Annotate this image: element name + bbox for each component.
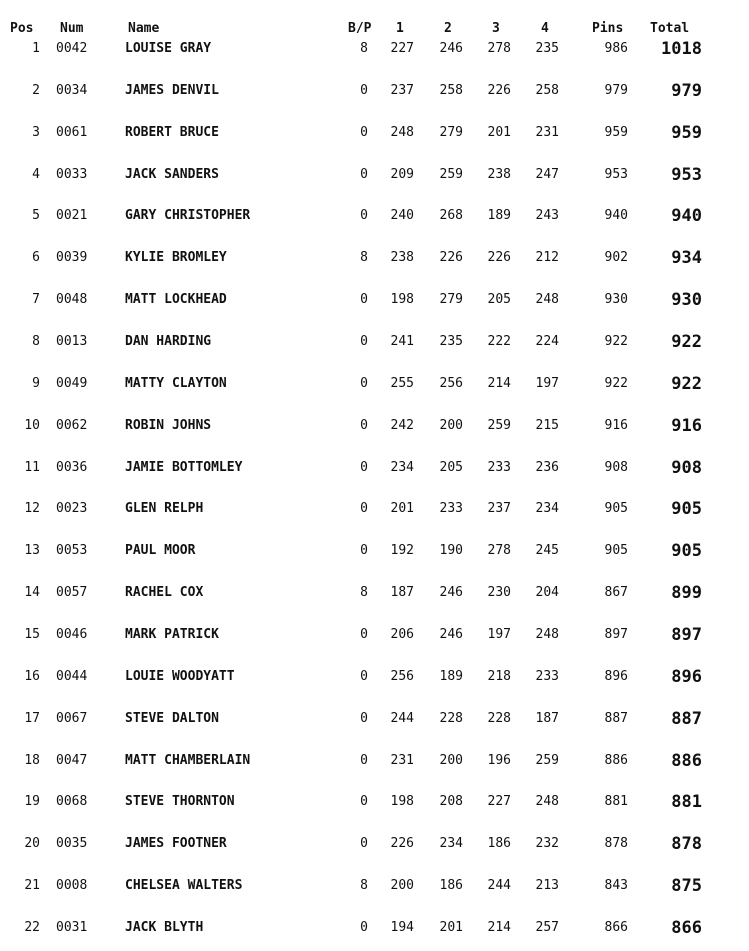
cell-pos: 19 xyxy=(24,794,40,810)
cell-total: 934 xyxy=(671,248,702,269)
cell-game-2: 246 xyxy=(439,627,463,643)
cell-pins: 916 xyxy=(604,417,628,433)
cell-game-1: 234 xyxy=(390,459,414,475)
cell-pins: 959 xyxy=(604,124,628,140)
cell-bp: 0 xyxy=(360,627,368,643)
table-row xyxy=(0,833,749,855)
cell-num: 0048 xyxy=(56,292,88,308)
cell-bp: 0 xyxy=(360,794,368,810)
cell-pins: 953 xyxy=(604,166,628,182)
cell-game-3: 226 xyxy=(487,250,511,266)
cell-game-4: 258 xyxy=(535,82,559,98)
cell-total: 979 xyxy=(671,80,702,101)
cell-name: MARK PATRICK xyxy=(125,627,219,643)
cell-name: LOUIE WOODYATT xyxy=(125,668,235,684)
cell-bp: 0 xyxy=(360,459,368,475)
cell-bp: 0 xyxy=(360,417,368,433)
cell-pos: 12 xyxy=(24,501,40,517)
cell-name: JAMIE BOTTOMLEY xyxy=(125,459,243,475)
cell-total: 866 xyxy=(671,918,702,939)
cell-game-2: 268 xyxy=(439,208,463,224)
cell-bp: 8 xyxy=(360,585,368,601)
cell-pos: 16 xyxy=(24,668,40,684)
cell-game-2: 279 xyxy=(439,124,463,140)
cell-name: DAN HARDING xyxy=(125,334,212,350)
cell-game-1: 206 xyxy=(390,627,414,643)
cell-total: 881 xyxy=(671,792,702,813)
cell-bp: 0 xyxy=(360,375,368,391)
header-row xyxy=(0,18,749,40)
cell-game-1: 244 xyxy=(390,710,414,726)
cell-bp: 8 xyxy=(360,250,368,266)
cell-total: 878 xyxy=(671,834,702,855)
cell-num: 0044 xyxy=(56,668,88,684)
cell-game-4: 235 xyxy=(535,41,559,56)
table-row xyxy=(0,540,749,562)
cell-name: GLEN RELPH xyxy=(125,501,204,517)
cell-game-1: 226 xyxy=(390,836,414,852)
cell-pos: 1 xyxy=(32,41,40,56)
cell-bp: 0 xyxy=(360,752,368,768)
cell-pins: 922 xyxy=(604,334,628,350)
cell-game-3: 278 xyxy=(487,41,511,56)
cell-game-4: 234 xyxy=(535,501,559,517)
cell-name: PAUL MOOR xyxy=(125,543,196,559)
cell-pins: 866 xyxy=(604,920,628,936)
table-row xyxy=(0,708,749,730)
cell-num: 0068 xyxy=(56,794,88,810)
cell-game-2: 208 xyxy=(439,794,463,810)
cell-pins: 896 xyxy=(604,668,628,684)
header-name: Name xyxy=(128,21,160,36)
cell-total: 886 xyxy=(671,750,702,771)
cell-game-4: 197 xyxy=(535,375,559,391)
cell-name: MATT CHAMBERLAIN xyxy=(125,752,251,768)
cell-game-3: 233 xyxy=(487,459,511,475)
cell-num: 0049 xyxy=(56,375,88,391)
cell-game-1: 187 xyxy=(390,585,414,601)
cell-bp: 8 xyxy=(360,878,368,894)
cell-game-2: 200 xyxy=(439,752,463,768)
cell-pins: 897 xyxy=(604,627,628,643)
cell-name: JACK BLYTH xyxy=(125,920,204,936)
header-pins: Pins xyxy=(592,21,624,36)
table-row xyxy=(0,498,749,520)
cell-bp: 0 xyxy=(360,208,368,224)
cell-pins: 905 xyxy=(604,543,628,559)
cell-game-3: 189 xyxy=(487,208,511,224)
cell-game-2: 189 xyxy=(439,668,463,684)
cell-game-4: 248 xyxy=(535,627,559,643)
cell-pins: 902 xyxy=(604,250,628,266)
cell-pins: 930 xyxy=(604,292,628,308)
cell-game-2: 235 xyxy=(439,334,463,350)
cell-game-1: 242 xyxy=(390,417,414,433)
cell-game-4: 247 xyxy=(535,166,559,182)
cell-game-1: 209 xyxy=(390,166,414,182)
cell-game-4: 224 xyxy=(535,334,559,350)
cell-pins: 843 xyxy=(604,878,628,894)
cell-pins: 986 xyxy=(604,41,628,56)
cell-pos: 4 xyxy=(32,166,40,182)
cell-pos: 7 xyxy=(32,292,40,308)
cell-name: JACK SANDERS xyxy=(125,166,219,182)
cell-total: 922 xyxy=(671,373,702,394)
cell-game-3: 278 xyxy=(487,543,511,559)
cell-total: 953 xyxy=(671,164,702,185)
table-row xyxy=(0,875,749,897)
cell-total: 875 xyxy=(671,876,702,897)
cell-name: RACHEL COX xyxy=(125,585,204,601)
cell-pos: 11 xyxy=(24,459,40,475)
cell-bp: 0 xyxy=(360,501,368,517)
cell-game-2: 205 xyxy=(439,459,463,475)
table-row xyxy=(0,666,749,688)
cell-pos: 2 xyxy=(32,82,40,98)
cell-total: 908 xyxy=(671,457,702,478)
cell-game-1: 201 xyxy=(390,501,414,517)
cell-pos: 14 xyxy=(24,585,40,601)
cell-game-1: 237 xyxy=(390,82,414,98)
cell-pos: 13 xyxy=(24,543,40,559)
cell-game-1: 198 xyxy=(390,292,414,308)
cell-game-3: 230 xyxy=(487,585,511,601)
cell-game-2: 190 xyxy=(439,543,463,559)
cell-name: GARY CHRISTOPHER xyxy=(125,208,251,224)
table-row xyxy=(0,457,749,479)
cell-name: CHELSEA WALTERS xyxy=(125,878,243,894)
header-game-3: 3 xyxy=(492,21,500,36)
cell-pins: 922 xyxy=(604,375,628,391)
cell-name: MATT LOCKHEAD xyxy=(125,292,227,308)
cell-num: 0046 xyxy=(56,627,88,643)
table-row xyxy=(0,38,749,60)
cell-name: JAMES DENVIL xyxy=(125,82,219,98)
cell-game-1: 240 xyxy=(390,208,414,224)
cell-game-3: 237 xyxy=(487,501,511,517)
cell-game-3: 214 xyxy=(487,375,511,391)
cell-game-1: 198 xyxy=(390,794,414,810)
cell-game-1: 241 xyxy=(390,334,414,350)
cell-num: 0036 xyxy=(56,459,88,475)
cell-pins: 886 xyxy=(604,752,628,768)
cell-game-2: 279 xyxy=(439,292,463,308)
cell-total: 897 xyxy=(671,625,702,646)
cell-num: 0021 xyxy=(56,208,88,224)
cell-game-2: 258 xyxy=(439,82,463,98)
table-row xyxy=(0,624,749,646)
cell-num: 0013 xyxy=(56,334,88,350)
cell-total: 905 xyxy=(671,541,702,562)
cell-num: 0034 xyxy=(56,82,88,98)
cell-game-3: 226 xyxy=(487,82,511,98)
cell-total: 930 xyxy=(671,290,702,311)
cell-pins: 867 xyxy=(604,585,628,601)
cell-pos: 17 xyxy=(24,710,40,726)
cell-num: 0062 xyxy=(56,417,88,433)
cell-game-3: 222 xyxy=(487,334,511,350)
cell-total: 887 xyxy=(671,708,702,729)
cell-game-4: 245 xyxy=(535,543,559,559)
cell-game-3: 214 xyxy=(487,920,511,936)
cell-num: 0039 xyxy=(56,250,88,266)
cell-game-1: 238 xyxy=(390,250,414,266)
cell-total: 916 xyxy=(671,415,702,436)
cell-game-2: 256 xyxy=(439,375,463,391)
cell-game-2: 259 xyxy=(439,166,463,182)
cell-game-3: 196 xyxy=(487,752,511,768)
cell-game-3: 259 xyxy=(487,417,511,433)
cell-pins: 908 xyxy=(604,459,628,475)
cell-game-3: 228 xyxy=(487,710,511,726)
cell-name: MATTY CLAYTON xyxy=(125,375,227,391)
cell-pos: 20 xyxy=(24,836,40,852)
cell-game-2: 201 xyxy=(439,920,463,936)
cell-total: 905 xyxy=(671,499,702,520)
cell-pos: 3 xyxy=(32,124,40,140)
cell-game-4: 243 xyxy=(535,208,559,224)
cell-num: 0033 xyxy=(56,166,88,182)
header-bp: B/P xyxy=(348,21,372,36)
table-row xyxy=(0,415,749,437)
cell-bp: 0 xyxy=(360,166,368,182)
cell-game-1: 200 xyxy=(390,878,414,894)
table-row xyxy=(0,791,749,813)
cell-pos: 21 xyxy=(24,878,40,894)
cell-pos: 22 xyxy=(24,920,40,936)
cell-game-3: 218 xyxy=(487,668,511,684)
cell-game-4: 248 xyxy=(535,292,559,308)
cell-total: 899 xyxy=(671,583,702,604)
header-game-4: 4 xyxy=(541,21,549,36)
cell-game-2: 200 xyxy=(439,417,463,433)
cell-name: KYLIE BROMLEY xyxy=(125,250,227,266)
cell-game-4: 248 xyxy=(535,794,559,810)
table-row xyxy=(0,582,749,604)
cell-total: 922 xyxy=(671,332,702,353)
cell-game-1: 194 xyxy=(390,920,414,936)
cell-bp: 0 xyxy=(360,543,368,559)
cell-bp: 0 xyxy=(360,82,368,98)
cell-total: 896 xyxy=(671,666,702,687)
cell-game-4: 187 xyxy=(535,710,559,726)
table-row xyxy=(0,80,749,102)
cell-total: 1018 xyxy=(661,39,702,59)
cell-pos: 6 xyxy=(32,250,40,266)
cell-game-3: 205 xyxy=(487,292,511,308)
table-row xyxy=(0,164,749,186)
cell-pins: 878 xyxy=(604,836,628,852)
cell-bp: 0 xyxy=(360,920,368,936)
cell-bp: 0 xyxy=(360,836,368,852)
cell-game-4: 213 xyxy=(535,878,559,894)
header-pos: Pos xyxy=(10,21,34,36)
cell-bp: 0 xyxy=(360,292,368,308)
cell-game-2: 234 xyxy=(439,836,463,852)
cell-name: LOUISE GRAY xyxy=(125,41,212,56)
cell-game-2: 226 xyxy=(439,250,463,266)
cell-game-4: 231 xyxy=(535,124,559,140)
table-row xyxy=(0,917,749,939)
cell-game-1: 231 xyxy=(390,752,414,768)
header-total: Total xyxy=(650,21,690,36)
cell-pos: 18 xyxy=(24,752,40,768)
table-row xyxy=(0,750,749,772)
cell-num: 0047 xyxy=(56,752,88,768)
cell-game-3: 197 xyxy=(487,627,511,643)
cell-game-2: 246 xyxy=(439,585,463,601)
cell-game-2: 228 xyxy=(439,710,463,726)
cell-game-4: 233 xyxy=(535,668,559,684)
cell-pos: 5 xyxy=(32,208,40,224)
cell-pos: 10 xyxy=(24,417,40,433)
cell-pins: 940 xyxy=(604,208,628,224)
cell-num: 0061 xyxy=(56,124,88,140)
cell-num: 0031 xyxy=(56,920,88,936)
cell-game-2: 246 xyxy=(439,41,463,56)
cell-game-3: 227 xyxy=(487,794,511,810)
cell-num: 0057 xyxy=(56,585,88,601)
table-row xyxy=(0,331,749,353)
cell-bp: 0 xyxy=(360,668,368,684)
cell-pins: 887 xyxy=(604,710,628,726)
cell-pos: 15 xyxy=(24,627,40,643)
cell-name: STEVE THORNTON xyxy=(125,794,235,810)
cell-game-1: 255 xyxy=(390,375,414,391)
cell-game-4: 212 xyxy=(535,250,559,266)
cell-total: 940 xyxy=(671,206,702,227)
cell-pins: 979 xyxy=(604,82,628,98)
cell-game-3: 238 xyxy=(487,166,511,182)
cell-num: 0053 xyxy=(56,543,88,559)
cell-name: ROBIN JOHNS xyxy=(125,417,212,433)
table-row xyxy=(0,373,749,395)
cell-game-4: 204 xyxy=(535,585,559,601)
cell-bp: 0 xyxy=(360,334,368,350)
cell-bp: 8 xyxy=(360,41,368,56)
header-num: Num xyxy=(60,21,84,36)
cell-pins: 905 xyxy=(604,501,628,517)
table-row xyxy=(0,289,749,311)
cell-game-2: 233 xyxy=(439,501,463,517)
cell-game-1: 256 xyxy=(390,668,414,684)
cell-pos: 9 xyxy=(32,375,40,391)
cell-game-4: 215 xyxy=(535,417,559,433)
cell-num: 0008 xyxy=(56,878,88,894)
cell-bp: 0 xyxy=(360,124,368,140)
cell-game-4: 232 xyxy=(535,836,559,852)
cell-game-3: 201 xyxy=(487,124,511,140)
cell-name: STEVE DALTON xyxy=(125,710,219,726)
cell-game-2: 186 xyxy=(439,878,463,894)
cell-game-1: 248 xyxy=(390,124,414,140)
cell-game-1: 192 xyxy=(390,543,414,559)
cell-num: 0042 xyxy=(56,41,88,56)
cell-game-4: 259 xyxy=(535,752,559,768)
cell-bp: 0 xyxy=(360,710,368,726)
header-game-2: 2 xyxy=(444,21,452,36)
cell-num: 0035 xyxy=(56,836,88,852)
cell-num: 0023 xyxy=(56,501,88,517)
header-game-1: 1 xyxy=(396,21,404,36)
cell-pins: 881 xyxy=(604,794,628,810)
cell-num: 0067 xyxy=(56,710,88,726)
cell-game-4: 257 xyxy=(535,920,559,936)
table-row xyxy=(0,205,749,227)
cell-game-3: 186 xyxy=(487,836,511,852)
cell-name: JAMES FOOTNER xyxy=(125,836,227,852)
cell-name: ROBERT BRUCE xyxy=(125,124,219,140)
table-row xyxy=(0,122,749,144)
table-row xyxy=(0,247,749,269)
cell-pos: 8 xyxy=(32,334,40,350)
cell-total: 959 xyxy=(671,122,702,143)
cell-game-4: 236 xyxy=(535,459,559,475)
cell-game-3: 244 xyxy=(487,878,511,894)
cell-game-1: 227 xyxy=(390,41,414,56)
